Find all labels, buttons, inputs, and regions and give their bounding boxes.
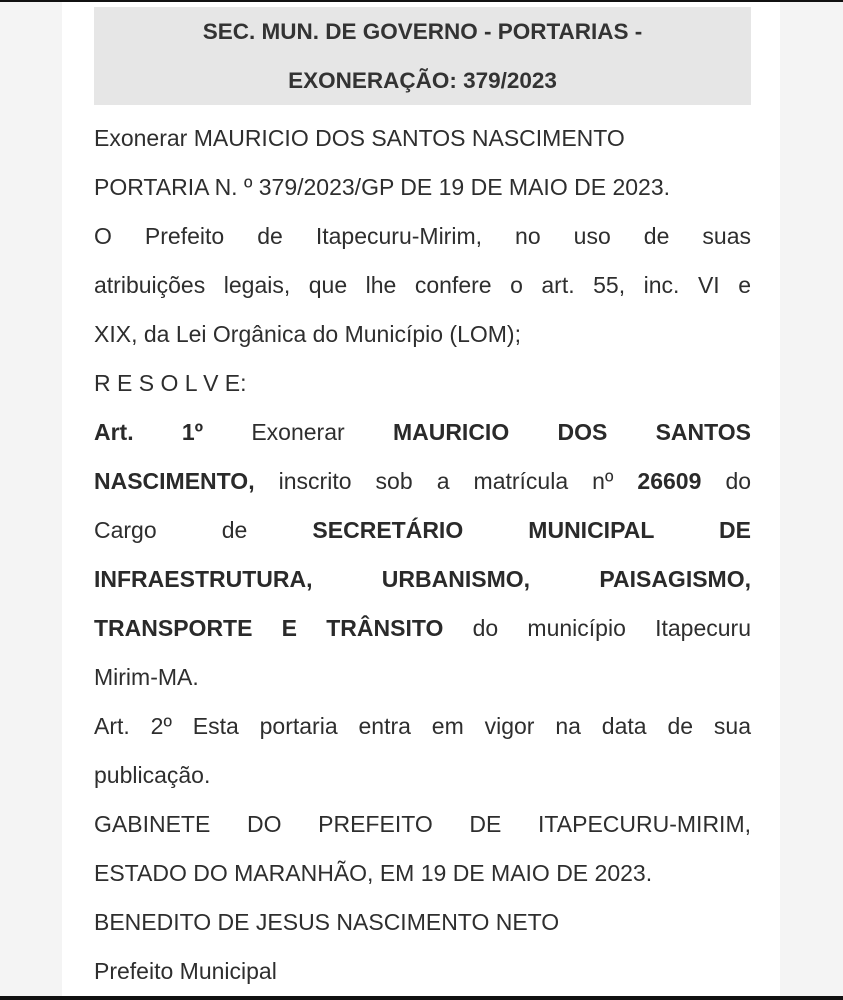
art1-matricula-number: 26609 [637,468,702,494]
portaria-number: PORTARIA N. º 379/2023/GP DE 19 DE MAIO DE 2023. [94,174,670,200]
art1-label: Art. 1º [94,419,204,445]
document-page [62,2,780,996]
preamble-line-3: XIX, da Lei Orgânica do Município (LOM); [94,321,521,347]
art2-line-2: publicação. [94,762,211,788]
preamble-line-1: O Prefeito de Itapecuru-Mirim, no uso de suas [94,223,751,249]
signer-title: Prefeito Municipal [94,958,277,984]
art1-cargo-line2: INFRAESTRUTURA, URBANISMO, PAISAGISMO, [94,566,751,592]
document-header [94,7,751,105]
subject-line: Exonerar MAURICIO DOS SANTOS NASCIMENTO [94,125,625,151]
art1-name-part1: MAURICIO DOS SANTOS [392,419,751,445]
signer-name: BENEDITO DE JESUS NASCIMENTO NETO [94,909,560,935]
header-title-line1: SEC. MUN. DE GOVERNO - PORTARIAS - [202,19,643,44]
gabinete-line-2: ESTADO DO MARANHÃO, EM 19 DE MAIO DE 2023. [94,860,653,886]
document-body [94,114,751,996]
art1-name-part2: NASCIMENTO, [94,468,255,494]
art1-line-2 [94,457,751,506]
gabinete-line-1: GABINETE DO PREFEITO DE ITAPECURU-MIRIM, [94,811,751,837]
art1-municipio-text: do município Itapecuru [472,615,751,641]
header-title-line2: EXONERAÇÃO: 379/2023 [288,68,557,93]
art1-municipio-end: Mirim-MA. [94,664,199,690]
preamble-line-2: atribuições legais, que lhe confere o art. 55, inc. VI e [94,272,751,298]
art2-line-1: Art. 2º Esta portaria entra em vigor na data de sua [94,713,751,739]
art1-line-5 [94,604,751,653]
art1-cargo-line3: TRANSPORTE E TRÂNSITO [94,615,444,641]
art1-verb: Exonerar [251,419,345,445]
art1-line-1 [94,408,751,457]
art1-cargo-prefix: Cargo de [94,517,248,543]
art1-matricula-text: inscrito sob a matrícula nº [278,468,614,494]
art1-cargo-line1: SECRETÁRIO MUNICIPAL DE [312,517,751,543]
art1-line-3 [94,506,751,555]
resolve-heading: R E S O L V E: [94,370,247,396]
bottom-border [0,996,843,1000]
art1-matricula-suffix: do [725,468,752,494]
